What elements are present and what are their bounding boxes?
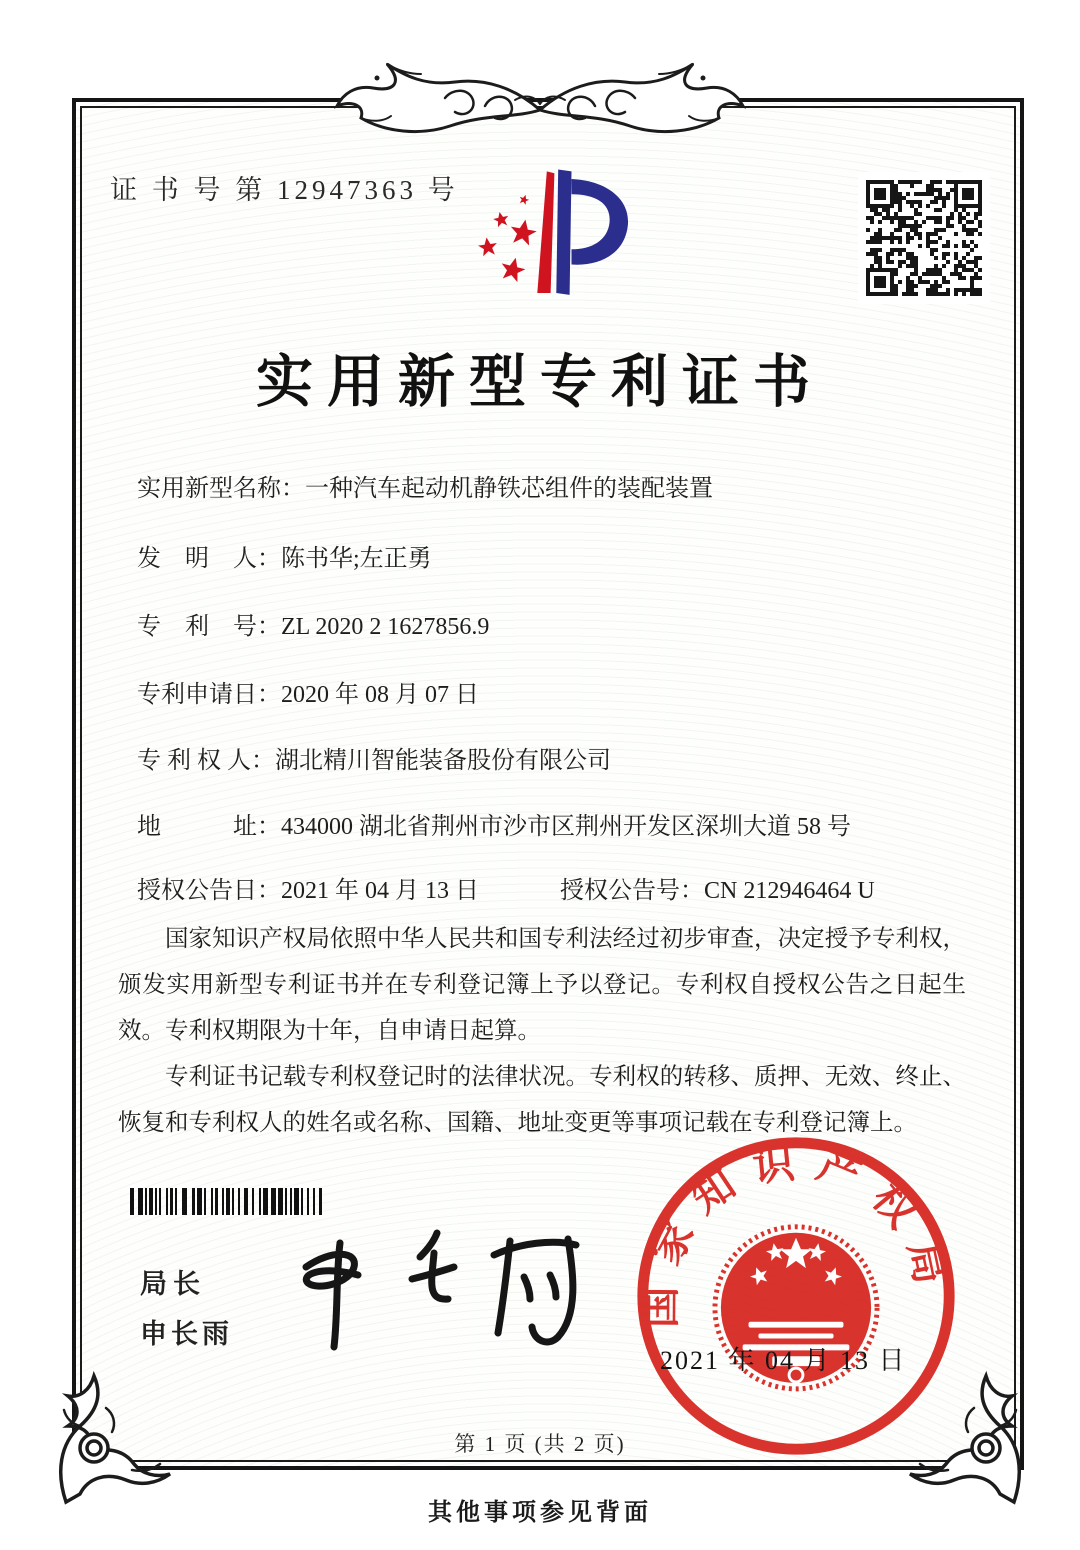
field-label: 专 利 号：	[137, 614, 281, 640]
legal-paragraph-2: 专利证书记载专利权登记时的法律状况。专利权的转移、质押、无效、终止、恢复和专利权人的姓名或名称、国籍、地址变更等事项记载在专利登记簿上。	[118, 1064, 966, 1136]
field-inventor	[137, 538, 432, 573]
field-value: 湖北精川智能装备股份有限公司	[275, 748, 611, 774]
seal-arc-text: 国家知识产权局	[637, 1138, 958, 1329]
cnipa-logo-icon	[448, 150, 638, 322]
director-title: 局长	[140, 1269, 206, 1299]
field-address	[137, 806, 851, 841]
field-label: 实用新型名称：	[137, 476, 305, 502]
field-label: 专 利 权 人：	[137, 748, 275, 774]
field-label: 授权公告号：	[560, 878, 704, 904]
seal-date: 2021 年 04 月 13 日	[660, 1346, 907, 1375]
back-side-note: 其他事项参见背面	[428, 1500, 652, 1526]
certificate-number: 证 书 号 第 12947363 号	[110, 175, 459, 205]
field-value: 2021 年 04 月 13 日	[281, 878, 479, 904]
field-grant-number	[560, 870, 875, 905]
official-seal	[628, 1128, 964, 1464]
qr-code	[858, 172, 990, 304]
certificate-title: 实用新型专利证书	[256, 351, 824, 414]
legal-text-block	[118, 916, 966, 1146]
field-value: 一种汽车起动机静铁芯组件的装配装置	[305, 476, 713, 502]
page-number: 第 1 页 (共 2 页)	[454, 1432, 626, 1456]
field-label: 授权公告日：	[137, 878, 281, 904]
field-value: CN 212946464 U	[704, 878, 875, 904]
field-label: 专利申请日：	[137, 682, 281, 708]
director-signature	[262, 1205, 592, 1370]
field-label: 发 明 人：	[137, 546, 281, 572]
field-value: 434000 湖北省荆州市沙市区荆州开发区深圳大道 58 号	[281, 814, 851, 840]
director-name: 申长雨	[140, 1319, 233, 1349]
field-utility-model-name	[137, 468, 713, 503]
field-value: 2020 年 08 月 07 日	[281, 682, 479, 708]
field-value: ZL 2020 2 1627856.9	[281, 614, 490, 640]
legal-paragraph-1: 国家知识产权局依照中华人民共和国专利法经过初步审查，决定授予专利权，颁发实用新型专利证书并在专利登记簿上予以登记。专利权自授权公告之日起生效。专利权期限为十年，自申请日起算。	[118, 926, 966, 1044]
field-patent-number	[137, 606, 489, 641]
field-patentee	[137, 740, 611, 775]
field-grant-date	[137, 870, 479, 905]
field-value: 陈书华;左正勇	[281, 546, 432, 572]
dragon-ornament-icon	[325, 48, 755, 164]
field-filing-date	[137, 674, 479, 709]
field-label: 地 址：	[137, 814, 281, 840]
